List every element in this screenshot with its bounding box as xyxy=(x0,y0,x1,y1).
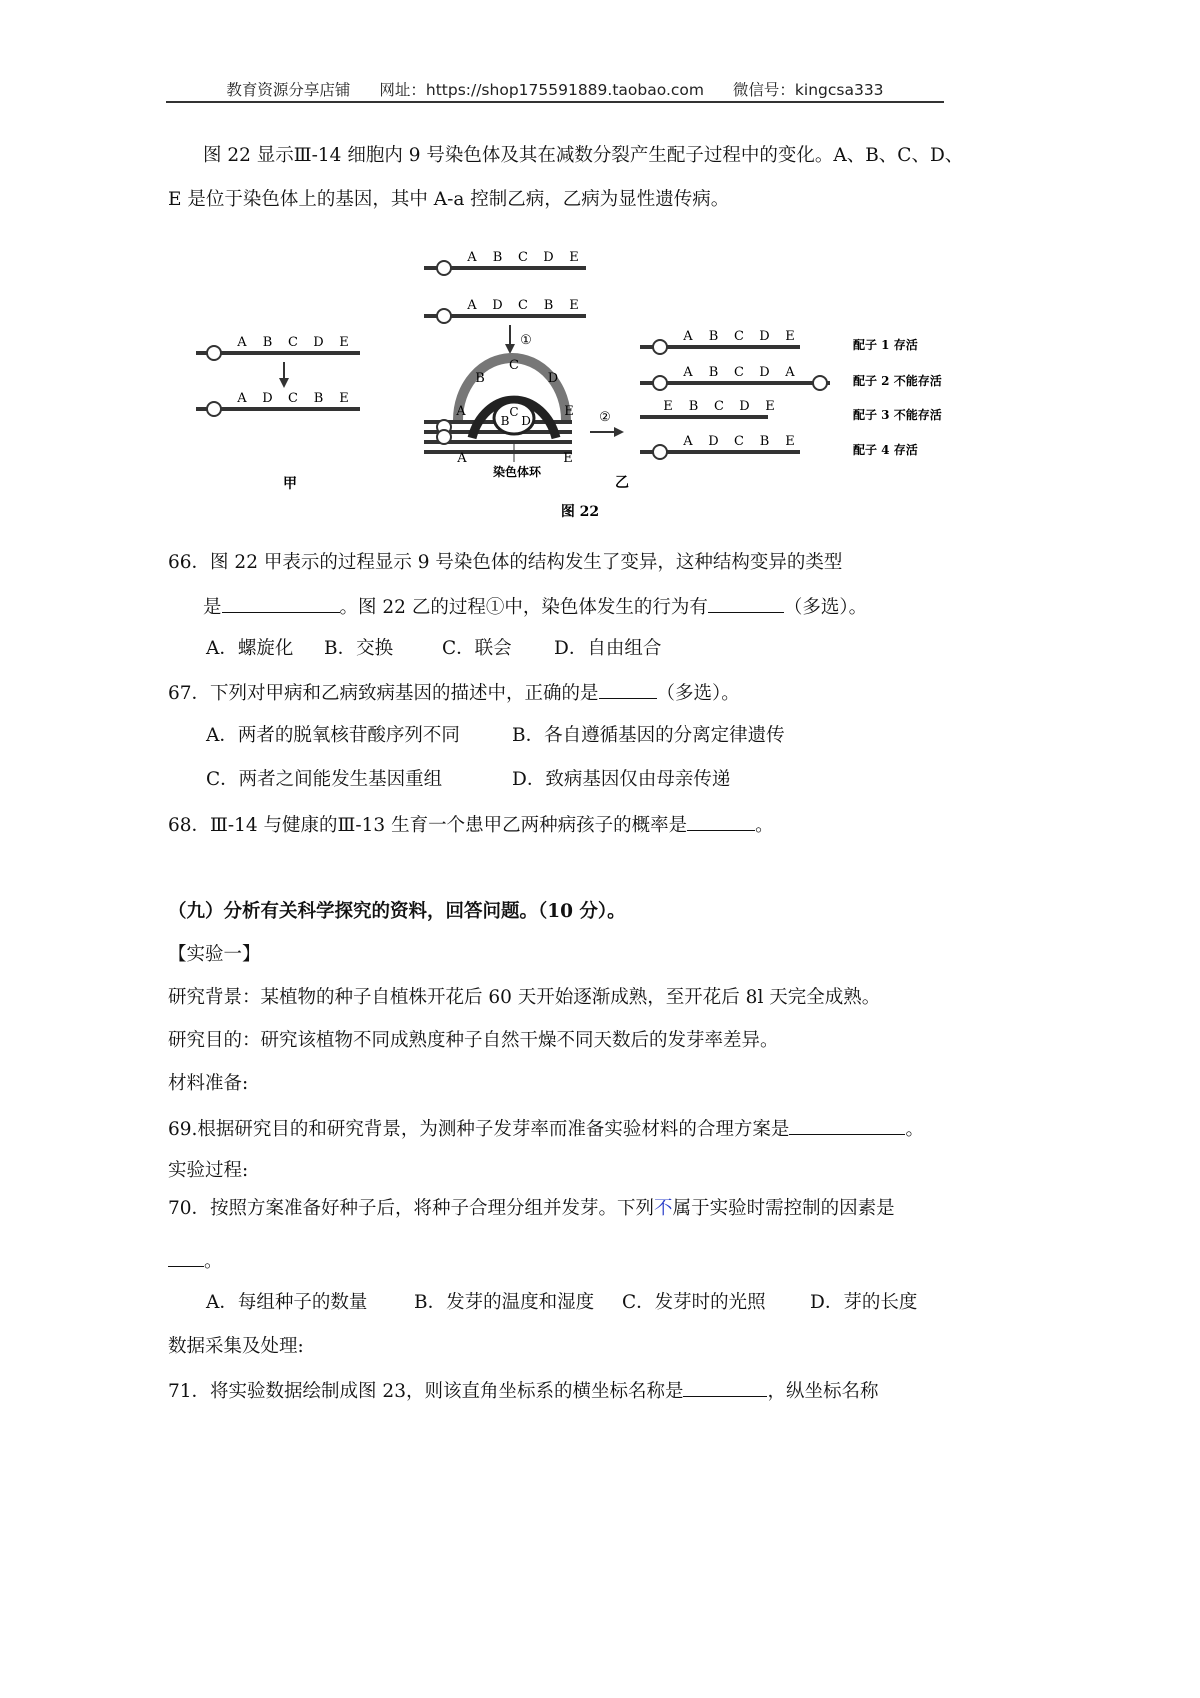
q67-stem-line xyxy=(168,680,740,706)
gene-label: E xyxy=(569,250,579,265)
header-wechat: 微信号：kingcsa333 xyxy=(732,81,884,99)
q67-options-row-2 xyxy=(206,768,730,792)
q71-blank[interactable] xyxy=(683,1378,767,1397)
q68-blank[interactable] xyxy=(687,812,755,831)
gene-label: E xyxy=(563,451,573,466)
research-background: 研究背景：某植物的种子自植株开花后 60 天开始逐渐成熟，至开花后 8l 天完全成熟。 xyxy=(168,987,881,1008)
centromere-icon xyxy=(653,340,667,354)
q69-stem: 69.根据研究目的和研究背景，为测种子发芽率而准备实验材料的合理方案是 xyxy=(168,1119,790,1140)
q66-option-d[interactable]: D．自由组合 xyxy=(554,638,662,659)
gene-label: A xyxy=(683,329,693,344)
centromere-icon xyxy=(437,430,451,444)
gene-label: C xyxy=(288,335,298,350)
research-purpose: 研究目的：研究该植物不同成熟度种子自然干燥不同天数后的发芽率差异。 xyxy=(168,1030,779,1051)
gene-label: C xyxy=(734,434,744,449)
gene-label: E xyxy=(339,335,349,350)
q69-line xyxy=(168,1116,924,1142)
gene-label: C xyxy=(288,391,298,406)
gene-label: C xyxy=(714,399,724,414)
q69-tail: 。 xyxy=(905,1119,924,1140)
gene-label: B xyxy=(313,391,324,406)
gene-label: D xyxy=(759,329,770,344)
experiment-1-heading: 【实验一】 xyxy=(168,944,261,965)
gene-label: B xyxy=(492,250,503,265)
figure-caption: 图 22 xyxy=(560,504,600,520)
gene-label: E xyxy=(785,329,795,344)
centromere-icon xyxy=(437,309,451,323)
gene-label: D xyxy=(759,365,770,380)
q66-text-c: （多选）。 xyxy=(783,597,868,618)
gene-label: C xyxy=(509,405,519,419)
q69-blank[interactable] xyxy=(789,1116,905,1135)
q70-option-c[interactable]: C．发芽时的光照 xyxy=(622,1292,766,1313)
gene-label: C xyxy=(509,358,519,373)
gamete-3-label: 配子 3 不能存活 xyxy=(853,408,942,422)
q66-line-1: 66．图 22 甲表示的过程显示 9 号染色体的结构发生了变异，这种结构变异的类型 xyxy=(168,552,843,573)
gene-label: B xyxy=(500,414,510,428)
header-url[interactable]: 网址：https://shop175591889.taobao.com xyxy=(379,81,704,99)
centromere-icon xyxy=(813,376,827,390)
q66-options xyxy=(206,637,661,661)
q70-answer-line xyxy=(168,1248,223,1274)
q66-line-2 xyxy=(203,594,867,620)
q67-tail: （多选）。 xyxy=(656,683,740,704)
gene-label: D xyxy=(492,298,503,313)
gene-label: A xyxy=(457,451,467,466)
q70-options xyxy=(206,1291,917,1315)
gene-label: A xyxy=(237,391,247,406)
figure-22 xyxy=(0,0,1200,540)
centromere-icon xyxy=(207,346,221,360)
gene-label: C xyxy=(518,298,528,313)
gene-label: D xyxy=(543,250,554,265)
step-2-label: ② xyxy=(599,410,611,425)
process-heading: 实验过程: xyxy=(168,1160,249,1181)
q68-tail: 。 xyxy=(755,815,774,836)
gamete-1-label: 配子 1 存活 xyxy=(853,338,918,352)
gene-label: A xyxy=(467,250,477,265)
gene-label: C xyxy=(734,329,744,344)
gene-label: B xyxy=(708,365,719,380)
q67-option-b[interactable]: B．各自遵循基因的分离定律遗传 xyxy=(512,725,785,746)
q70-option-b[interactable]: B．发芽的温度和湿度 xyxy=(414,1292,595,1313)
q66-option-c[interactable]: C．联会 xyxy=(442,638,512,659)
gene-label: A xyxy=(467,298,477,313)
q70-option-a[interactable]: A．每组种子的数量 xyxy=(206,1292,368,1313)
q70-blank[interactable] xyxy=(168,1248,204,1267)
q68-stem: 68．Ⅲ-14 与健康的Ⅲ-13 生育一个患甲乙两种病孩子的概率是 xyxy=(168,815,688,836)
label-yi: 乙 xyxy=(615,475,629,491)
q67-option-a[interactable]: A．两者的脱氧核苷酸序列不同 xyxy=(206,725,460,746)
q66-text-b: 。图 22 乙的过程①中，染色体发生的行为有 xyxy=(339,597,708,618)
gene-label: C xyxy=(518,250,528,265)
gene-label: D xyxy=(262,391,273,406)
centromere-icon xyxy=(653,445,667,459)
gene-label: B xyxy=(543,298,554,313)
q70-stem-c: 属于实验时需控制的因素是 xyxy=(672,1198,895,1219)
gene-label: A xyxy=(683,434,693,449)
q70-stem-a: 70．按照方案准备好种子后，将种子合理分组并发芽。下列 xyxy=(168,1198,655,1219)
centromere-icon xyxy=(653,376,667,390)
arrow-head-icon xyxy=(505,344,515,354)
label-jia: 甲 xyxy=(283,476,297,492)
q66-text-a: 是 xyxy=(203,597,222,618)
q70-tail: 。 xyxy=(204,1251,223,1272)
q67-blank[interactable] xyxy=(599,680,657,699)
arrow-head-icon xyxy=(279,378,289,388)
intro-line-2: E 是位于染色体上的基因，其中 A-a 控制乙病，乙病为显性遗传病。 xyxy=(168,189,730,210)
q70-stem-line xyxy=(168,1197,895,1221)
gene-label: A xyxy=(456,404,466,419)
gene-label: D xyxy=(313,335,324,350)
step-1-label: ① xyxy=(520,333,532,348)
q67-option-c[interactable]: C．两者之间能发生基因重组 xyxy=(206,769,443,790)
gene-label: B xyxy=(475,371,485,386)
gene-label: B xyxy=(688,399,699,414)
gene-label: E xyxy=(765,399,775,414)
arrow-head-icon xyxy=(614,427,624,437)
q70-option-d[interactable]: D．芽的长度 xyxy=(810,1292,918,1313)
q70-emphasis-not: 不 xyxy=(654,1198,673,1219)
gene-label: A xyxy=(785,365,795,380)
gene-label: E xyxy=(339,391,349,406)
intro-line-1: 图 22 显示Ⅲ-14 细胞内 9 号染色体及其在减数分裂产生配子过程中的变化。A、B、C、D、 xyxy=(203,145,964,166)
gene-label: C xyxy=(734,365,744,380)
gamete-2-label: 配子 2 不能存活 xyxy=(853,374,942,388)
data-processing-heading: 数据采集及处理: xyxy=(168,1336,304,1357)
gene-label: B xyxy=(759,434,770,449)
gene-label: E xyxy=(785,434,795,449)
gene-label: B xyxy=(708,329,719,344)
gene-label: E xyxy=(564,404,574,419)
gene-label: D xyxy=(521,414,531,428)
section-9-title: （九）分析有关科学探究的资料，回答问题。（10 分）。 xyxy=(168,901,626,922)
gene-label: E xyxy=(569,298,579,313)
gene-label: D xyxy=(708,434,719,449)
q66-option-a[interactable]: A．螺旋化 xyxy=(206,638,294,659)
header-shop: 教育资源分享店铺 xyxy=(226,81,351,99)
materials-heading: 材料准备: xyxy=(168,1073,249,1094)
gene-label: E xyxy=(663,399,673,414)
q66-option-b[interactable]: B．交换 xyxy=(324,638,394,659)
q67-stem: 67．下列对甲病和乙病致病基因的描述中，正确的是 xyxy=(168,683,599,704)
q68-line xyxy=(168,812,774,838)
gamete-4-label: 配子 4 存活 xyxy=(853,443,918,457)
q71-mid: ，纵坐标名称 xyxy=(767,1381,879,1402)
q71-stem: 71．将实验数据绘制成图 23，则该直角坐标系的横坐标名称是 xyxy=(168,1381,684,1402)
gene-label: B xyxy=(262,335,273,350)
q71-line xyxy=(168,1378,878,1404)
gene-label: A xyxy=(237,335,247,350)
gene-label: D xyxy=(547,371,559,386)
centromere-icon xyxy=(207,402,221,416)
centromere-icon xyxy=(437,261,451,275)
gene-label: D xyxy=(739,399,750,414)
gene-label: A xyxy=(683,365,693,380)
q66-blank-1[interactable] xyxy=(222,594,340,613)
q67-option-d[interactable]: D．致病基因仅由母亲传递 xyxy=(512,769,731,790)
q67-options-row-1 xyxy=(206,724,785,748)
ring-label: 染色体环 xyxy=(492,465,542,479)
q66-blank-2[interactable] xyxy=(708,594,784,613)
